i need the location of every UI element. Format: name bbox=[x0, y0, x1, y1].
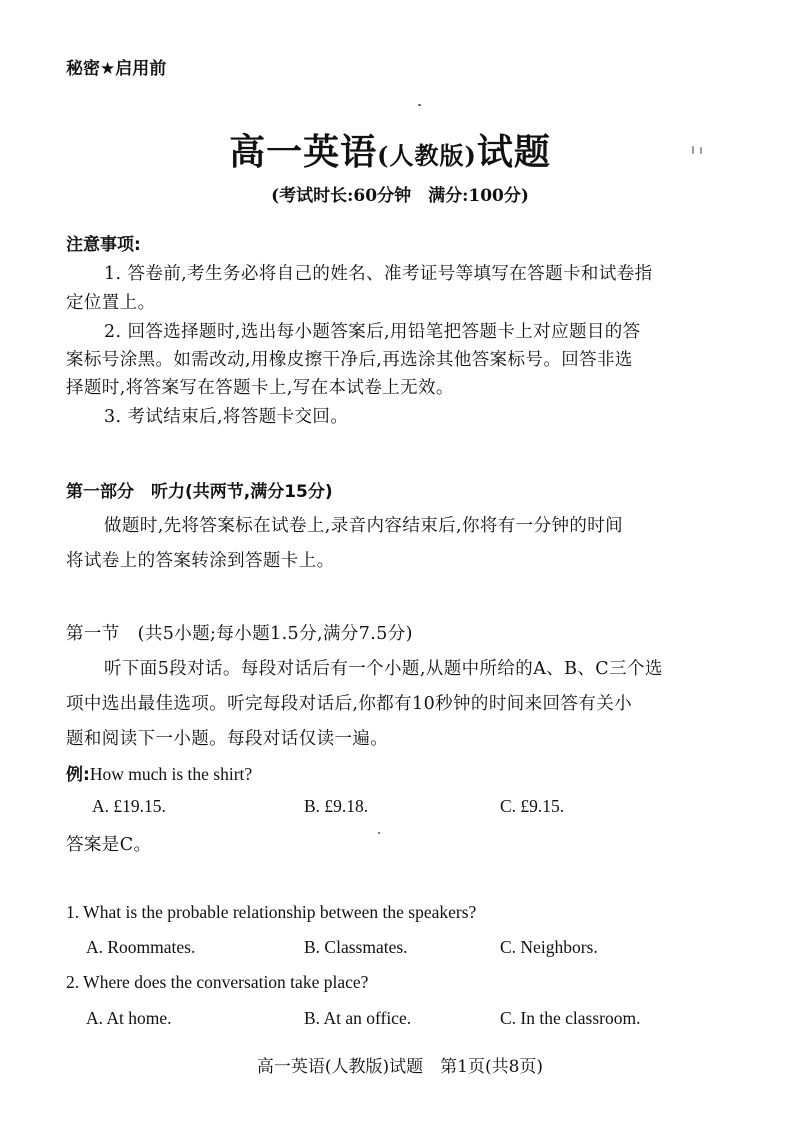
section-1-intro-line-2: 项中选出最佳选项。听完每段对话后,你都有10秒钟的时间来回答有关小 bbox=[66, 694, 633, 714]
example-option-a: A. £19.15. bbox=[92, 796, 166, 816]
question-1: 1. What is the probable relationship between the speakers? bbox=[66, 902, 477, 922]
note-1-line-1: 1. 答卷前,考生务必将自己的姓名、准考证号等填写在答题卡和试卷指 bbox=[104, 264, 653, 284]
title-edition: (人教版) bbox=[377, 141, 477, 170]
page-footer: 高一英语(人教版)试题 第1页(共8页) bbox=[256, 1057, 544, 1077]
confidential-label: 秘密★启用前 bbox=[66, 59, 167, 79]
question-2-option-b: B. At an office. bbox=[304, 1008, 412, 1028]
question-1-option-c: C. Neighbors. bbox=[500, 937, 598, 957]
note-2-line-2: 案标号涂黑。如需改动,用橡皮擦干净后,再选涂其他答案标号。回答非选 bbox=[66, 350, 633, 370]
question-1-option-a: A. Roommates. bbox=[86, 937, 196, 957]
note-1-line-2: 定位置上。 bbox=[66, 293, 156, 313]
scan-speck bbox=[692, 146, 694, 154]
scan-speck bbox=[700, 147, 702, 154]
note-3-line-1: 3. 考试结束后,将答题卡交回。 bbox=[104, 407, 349, 427]
notes-heading: 注意事项: bbox=[66, 235, 141, 255]
exam-duration-score: (考试时长:60分钟 满分:100分) bbox=[271, 186, 529, 206]
exam-title bbox=[0, 124, 780, 175]
note-2-line-3: 择题时,将答案写在答题卡上,写在本试卷上无效。 bbox=[66, 378, 454, 398]
note-2-line-1: 2. 回答选择题时,选出每小题答案后,用铅笔把答题卡上对应题目的答 bbox=[104, 322, 641, 342]
question-2-option-c: C. In the classroom. bbox=[500, 1008, 641, 1028]
part-1-intro-line-2: 将试卷上的答案转涂到答题卡上。 bbox=[66, 551, 335, 571]
example-question-text: How much is the shirt? bbox=[89, 764, 253, 784]
section-1-heading: 第一节 (共5小题;每小题1.5分,满分7.5分) bbox=[66, 624, 413, 644]
title-main-2: 试题 bbox=[476, 131, 551, 173]
scan-speck bbox=[378, 832, 380, 834]
scan-speck bbox=[418, 104, 421, 106]
section-1-intro-line-3: 题和阅读下一小题。每段对话仅读一遍。 bbox=[66, 729, 389, 749]
part-1-intro-line-1: 做题时,先将答案标在试卷上,录音内容结束后,你将有一分钟的时间 bbox=[104, 516, 624, 536]
example-option-b: B. £9.18. bbox=[304, 796, 369, 816]
section-1-intro-line-1: 听下面5段对话。每段对话后有一个小题,从题中所给的A、B、C三个选 bbox=[104, 659, 663, 679]
example-question bbox=[66, 760, 252, 785]
question-2: 2. Where does the conversation take place? bbox=[66, 972, 369, 992]
example-option-c: C. £9.15. bbox=[500, 796, 565, 816]
example-label: 例: bbox=[66, 765, 90, 785]
title-main-1: 高一英语 bbox=[229, 131, 378, 173]
question-1-option-b: B. Classmates. bbox=[304, 937, 408, 957]
example-answer: 答案是C。 bbox=[66, 835, 152, 855]
question-2-option-a: A. At home. bbox=[86, 1008, 172, 1028]
part-1-heading: 第一部分 听力(共两节,满分15分) bbox=[66, 482, 333, 502]
